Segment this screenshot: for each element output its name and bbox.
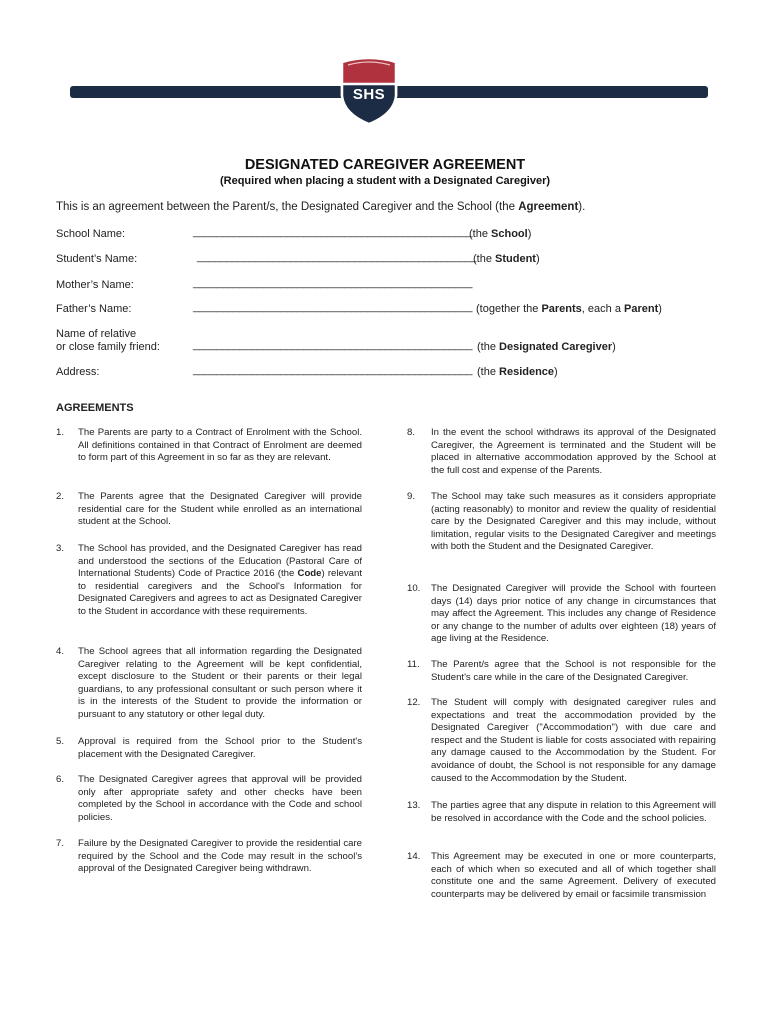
agreement-item-3: 3. The School has provided, and the Designated Caregiver has read and understood the sections of the Education (Pastoral Care of International Students) Code of Practice 2016 (the Code) relevant to residential caregivers and the School's Information for Designated Caregivers and agrees to act as Designated Caregiver to the Student in accordance with these requirements. <box>56 543 362 617</box>
agreement-item-6: 6. The Designated Caregiver agrees that approval will be provided only after appropriate safety and other checks have been completed by the School in accordance with the Code and school policies. <box>56 774 362 823</box>
address-field[interactable]: ________________________________________________ <box>193 364 473 376</box>
agreement-item-14: 14. This Agreement may be executed in one or more counterparts, each of which when so executed and all of which together shall constitute one and the same Agreement. Delivery of executed counterparts may be delivered by email or facsimile transmission <box>407 851 716 900</box>
school-logo-text: SHS <box>352 86 386 103</box>
school-name-suffix: (the School) <box>469 228 532 240</box>
student-name-suffix: (the Student) <box>473 253 540 265</box>
agreement-item-7: 7. Failure by the Designated Caregiver to provide the residential care required by the School and the Code may result in the school's approval of the Designated Caregiver being withdrawn. <box>56 838 362 875</box>
agreements-heading: AGREEMENTS <box>56 402 134 414</box>
agreement-item-11: 11. The Parent/s agree that the School is not responsible for the Student's care while in the care of the Designated Caregiver. <box>407 659 716 683</box>
agreement-item-5: 5. Approval is required from the School prior to the Student's placement with the Designated Caregiver. <box>56 736 362 760</box>
document-subtitle: (Required when placing a student with a Designated Caregiver) <box>219 175 551 187</box>
student-name-field[interactable]: ________________________________________________ <box>197 251 477 263</box>
school-name-label: School Name: <box>56 228 126 240</box>
intro-paragraph: This is an agreement between the Parent/s, the Designated Caregiver and the School (the Agreement). <box>56 201 586 213</box>
agreement-item-1: 1. The Parents are party to a Contract of Enrolment with the School. All definitions contained in that Contract of Enrolment are deemed to form part of this Agreement in so far as they are relevant. <box>56 427 362 464</box>
agreement-item-13: 13. The parties agree that any dispute in relation to this Agreement will be resolved in accordance with the Code and the school policies. <box>407 800 716 824</box>
agreement-item-9: 9. The School may take such measures as it considers appropriate (acting reasonably) to monitor and review the quality of residential care by the Designated Caregiver and this may include, without limitation, regular visits to the Designated Caregiver and meetings with both the Student and the Designated Caregiver. <box>407 491 716 553</box>
father-name-field[interactable]: ________________________________________________ <box>193 301 473 313</box>
father-name-suffix: (together the Parents, each a Parent) <box>476 303 662 315</box>
caregiver-name-field[interactable]: ________________________________________________ <box>193 339 473 351</box>
agreement-item-10: 10. The Designated Caregiver will provide the School with fourteen days (14) days prior notice of any change in circumstances that may affect the Agreement. This includes any change of Residence or any change to the number of adults over eighteen (18) years of age living at the Residence. <box>407 583 716 645</box>
agreement-item-4: 4. The School agrees that all information regarding the Designated Caregiver relating to the Agreement will be kept confidential, except disclosure to the Student or their parents or their legal guardians, to any professional consultant or such person where it is in the interests of the Student to provide the information or pursuant to any statutory or other legal duty. <box>56 646 362 720</box>
address-suffix: (the Residence) <box>477 366 558 378</box>
father-name-label: Father’s Name: <box>56 303 132 315</box>
agreement-item-2: 2. The Parents agree that the Designated Caregiver will provide residential care for the Student while enrolled as an international student at the School. <box>56 491 362 528</box>
mother-name-field[interactable]: ________________________________________________ <box>193 277 473 289</box>
caregiver-name-suffix: (the Designated Caregiver) <box>477 341 616 353</box>
address-label: Address: <box>56 366 100 378</box>
mother-name-label: Mother’s Name: <box>56 279 134 291</box>
agreement-item-12: 12. The Student will comply with designated caregiver rules and expectations and treat the accommodation provided by the Designated Caregiver ("Accommodation") with due care and respect and the Student is liable for costs associated with repairing any damage caused to the Accommodation by the Student. For avoidance of doubt, the School is not responsible for any damage caused to the Accommodation by the Student. <box>407 697 716 784</box>
caregiver-name-label: Name of relative or close family friend: <box>56 328 160 353</box>
agreement-item-8: 8. In the event the school withdraws its approval of the Designated Caregiver, the Agreement is terminated and the Student will be placed in alternative accommodation approved by the School at the full cost and expense of the Parents. <box>407 427 716 476</box>
document-title: DESIGNATED CAREGIVER AGREEMENT <box>244 157 526 173</box>
student-name-label: Student’s Name: <box>56 253 138 265</box>
school-name-field[interactable]: ________________________________________________ <box>193 226 473 238</box>
